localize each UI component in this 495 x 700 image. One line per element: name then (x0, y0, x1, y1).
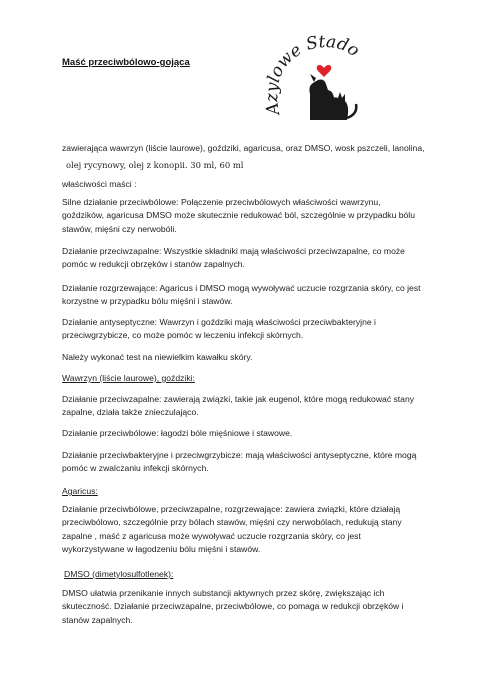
laurel-antibacterial: Działanie przeciwbakteryjne i przeciwgrzybicze: mają właściwości antyseptyczne, które mogą pomóc w zwalczaniu infekcji skórnych. (62, 450, 417, 474)
svg-text:Azylowe Stado: Azylowe Stado (262, 31, 363, 117)
laurel-anti-inflammatory: Działanie przeciwzapalne: zawierają związki, takie jak eugenol, które mogą redukować stany zapalne, działa także znieczulająco. (62, 394, 415, 418)
paragraph-anti-inflammatory: Działanie przeciwzapalne: Wszystkie składniki mają właściwości przeciwzapalne, co może pomóc w redukcji obrzęków i stanów zapalnych. (62, 246, 405, 270)
composition-line-2: olej rycynowy, olej z konopii. 30 ml, 60 ml (66, 160, 244, 170)
document-title: Maść przeciwbólowo-gojąca (62, 57, 190, 68)
heart-icon (317, 65, 332, 77)
paragraph-antiseptic: Działanie antyseptyczne: Wawrzyn i goździki mają właściwości przeciwbakteryjne i przeciwgrzybicze, co może pomóc w leczeniu infekcji skórnych. (62, 317, 376, 341)
skin-test-note: Należy wykonać test na niewielkim kawałku skóry. (62, 352, 253, 362)
properties-heading: właściwości maści : (62, 179, 137, 189)
azylowe-stado-logo (258, 28, 378, 138)
composition-line-1: zawierająca wawrzyn (liście laurowe), goździki, agaricusa, oraz DMSO, wosk pszczeli, lanolina, (62, 143, 425, 153)
agaricus-description: Działanie przeciwbólowe, przeciwzapalne, rozgrzewające: zawiera związki, które działają przeciwbólowo, szczególnie przy bólach stawów, mięśni czy nerwobólach, redukują stany zapalne , maść z agaricusa może wywoływać uczucie rozgrzania skóry, co jest wykorzystywane w łagodzeniu bólu mięśni i stawów. (62, 504, 402, 555)
paragraph-warming: Działanie rozgrzewające: Agaricus i DMSO mogą wywoływać uczucie rozgrzania skóry, co jest korzystne w przypadku bólu mięśni i stawów. (62, 283, 421, 307)
section-heading-dmso: DMSO (dimetylosulfotlenek): (64, 569, 174, 579)
paragraph-analgesic: Silne działanie przeciwbólowe: Połączenie przeciwbólowych właściwości wawrzynu, goździków, agaricusa DMSO może skutecznie redukować ból, szczególnie w przypadku bólu stawów, mięśni czy nerwobóli. (62, 197, 415, 234)
dmso-description: DMSO ułatwia przenikanie innych substancji aktywnych przez skórę, zwiększając ich skuteczność. Działanie przeciwzapalne, przeciwbólowe, co pomaga w redukcji obrzęków i stanów zapalnych. (62, 588, 404, 625)
section-heading-agaricus: Agaricus: (62, 486, 98, 496)
laurel-analgesic: Działanie przeciwbólowe: łagodzi bóle mięśniowe i stawowe. (62, 428, 293, 438)
section-heading-laurel-cloves: Wawrzyn (liście laurowe), goździki: (62, 373, 195, 383)
